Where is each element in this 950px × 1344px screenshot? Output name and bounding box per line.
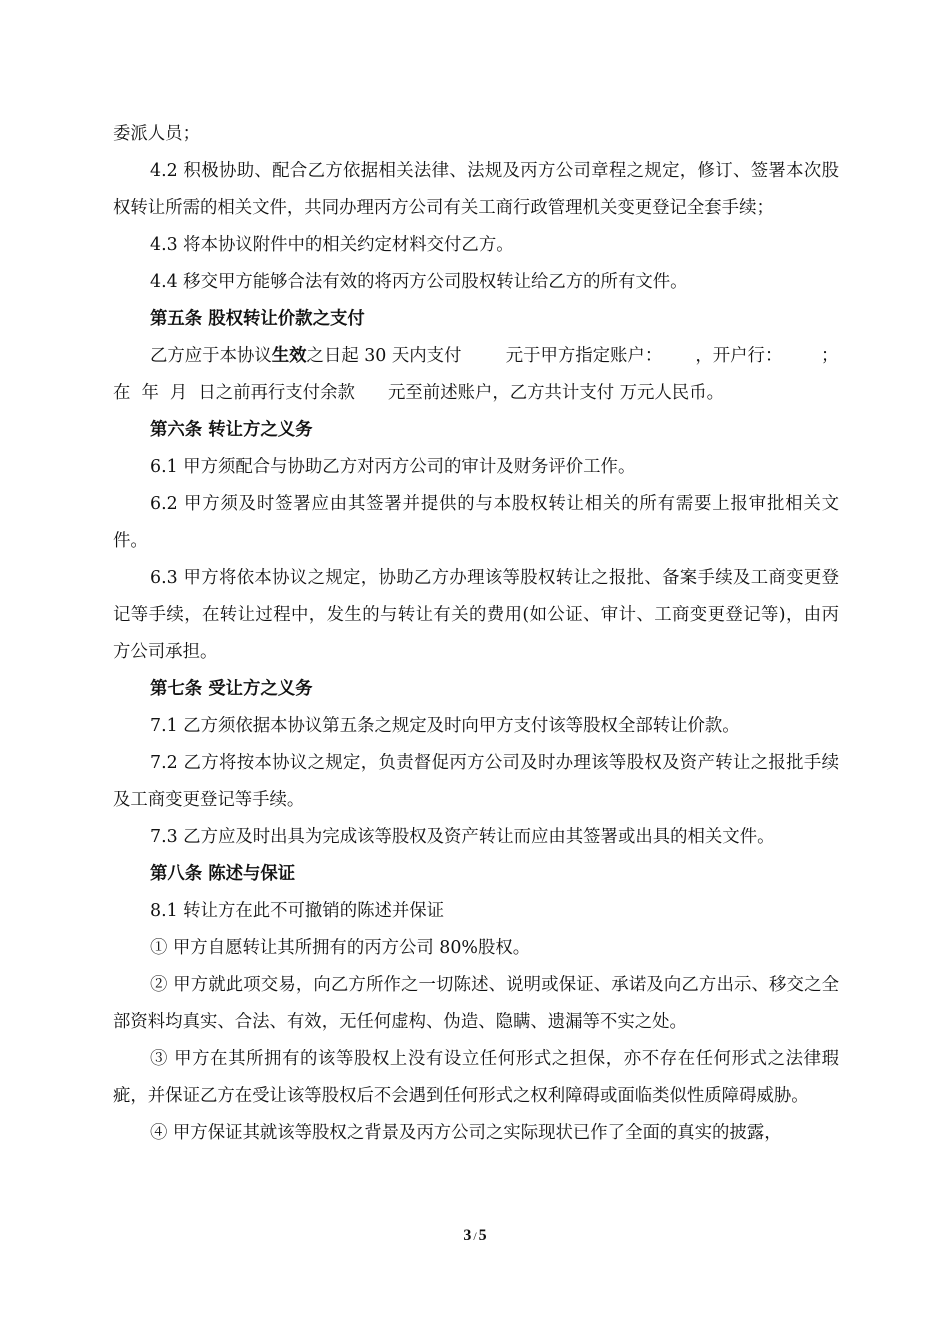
clause-4-2: 4.2 积极协助、配合乙方依据相关法律、法规及丙方公司章程之规定，修订、签署本次股权转让所需的相关文件，共同办理丙方公司有关工商行政管理机关变更登记全套手续；: [113, 161, 839, 218]
warranty-item-4: ④ 甲方保证其就该等股权之背景及丙方公司之实际现状已作了全面的真实的披露，: [150, 1123, 782, 1143]
article-5-heading: 第五条 股权转让价款之支付: [150, 309, 365, 329]
clause-6-2: 6.2 甲方须及时签署应由其签署并提供的与本股权转让相关的所有需要上报审批相关文件。: [113, 494, 839, 551]
clause-4-4: 4.4 移交甲方能够合法有效的将丙方公司股权转让给乙方的所有文件。: [150, 272, 688, 292]
warranty-item-1: ① 甲方自愿转让其所拥有的丙方公司 80%股权。: [150, 938, 531, 958]
clause-8-1: 8.1 转让方在此不可撤销的陈述并保证: [150, 901, 445, 921]
page-separator: /: [473, 1229, 477, 1243]
payment-text-a: 乙方应于本协议: [150, 346, 272, 366]
article-6-heading: 第六条 转让方之义务: [150, 420, 313, 440]
payment-terms-line-2: 在 年 月 日之前再行支付余款 元至前述账户，乙方共计支付 万元人民币。: [113, 383, 724, 403]
article-8-heading: 第八条 陈述与保证: [150, 864, 296, 884]
clause-7-3: 7.3 乙方应及时出具为完成该等股权及资产转让而应由其签署或出具的相关文件。: [150, 827, 775, 847]
clause-4-3: 4.3 将本协议附件中的相关约定材料交付乙方。: [150, 235, 514, 255]
warranty-item-3: ③ 甲方在其所拥有的该等股权上没有设立任何形式之担保，亦不存在任何形式之法律瑕疵，并保证乙方在受让该等股权后不会遇到任何形式之权利障碍或面临类似性质障碍威胁。: [113, 1049, 839, 1106]
paragraph-continuation: 委派人员；: [113, 124, 200, 144]
current-page-number: 3: [463, 1227, 472, 1244]
payment-text-c: 之日起 30 天内支付 元于甲方指定账户： ，开户行： ；: [306, 346, 839, 366]
payment-terms-line-1: [113, 338, 839, 375]
document-body: [113, 116, 839, 1152]
clause-7-2: 7.2 乙方将按本协议之规定，负责督促丙方公司及时办理该等股权及资产转让之报批手续及工商变更登记等手续。: [113, 753, 839, 810]
total-page-count: 5: [478, 1227, 487, 1244]
clause-6-1: 6.1 甲方须配合与协助乙方对丙方公司的审计及财务评价工作。: [150, 457, 636, 477]
clause-7-1: 7.1 乙方须依据本协议第五条之规定及时向甲方支付该等股权全部转让价款。: [150, 716, 740, 736]
page-number: [0, 1227, 950, 1245]
payment-text-effective: 生效: [271, 346, 307, 366]
article-7-heading: 第七条 受让方之义务: [150, 679, 313, 699]
clause-6-3: 6.3 甲方将依本协议之规定，协助乙方办理该等股权转让之报批、备案手续及工商变更登记等手续，在转让过程中，发生的与转让有关的费用(如公证、审计、工商变更登记等)，由丙方公司承担。: [113, 568, 839, 662]
warranty-item-2: ② 甲方就此项交易，向乙方所作之一切陈述、说明或保证、承诺及向乙方出示、移交之全部资料均真实、合法、有效，无任何虚构、伪造、隐瞒、遗漏等不实之处。: [113, 975, 839, 1032]
